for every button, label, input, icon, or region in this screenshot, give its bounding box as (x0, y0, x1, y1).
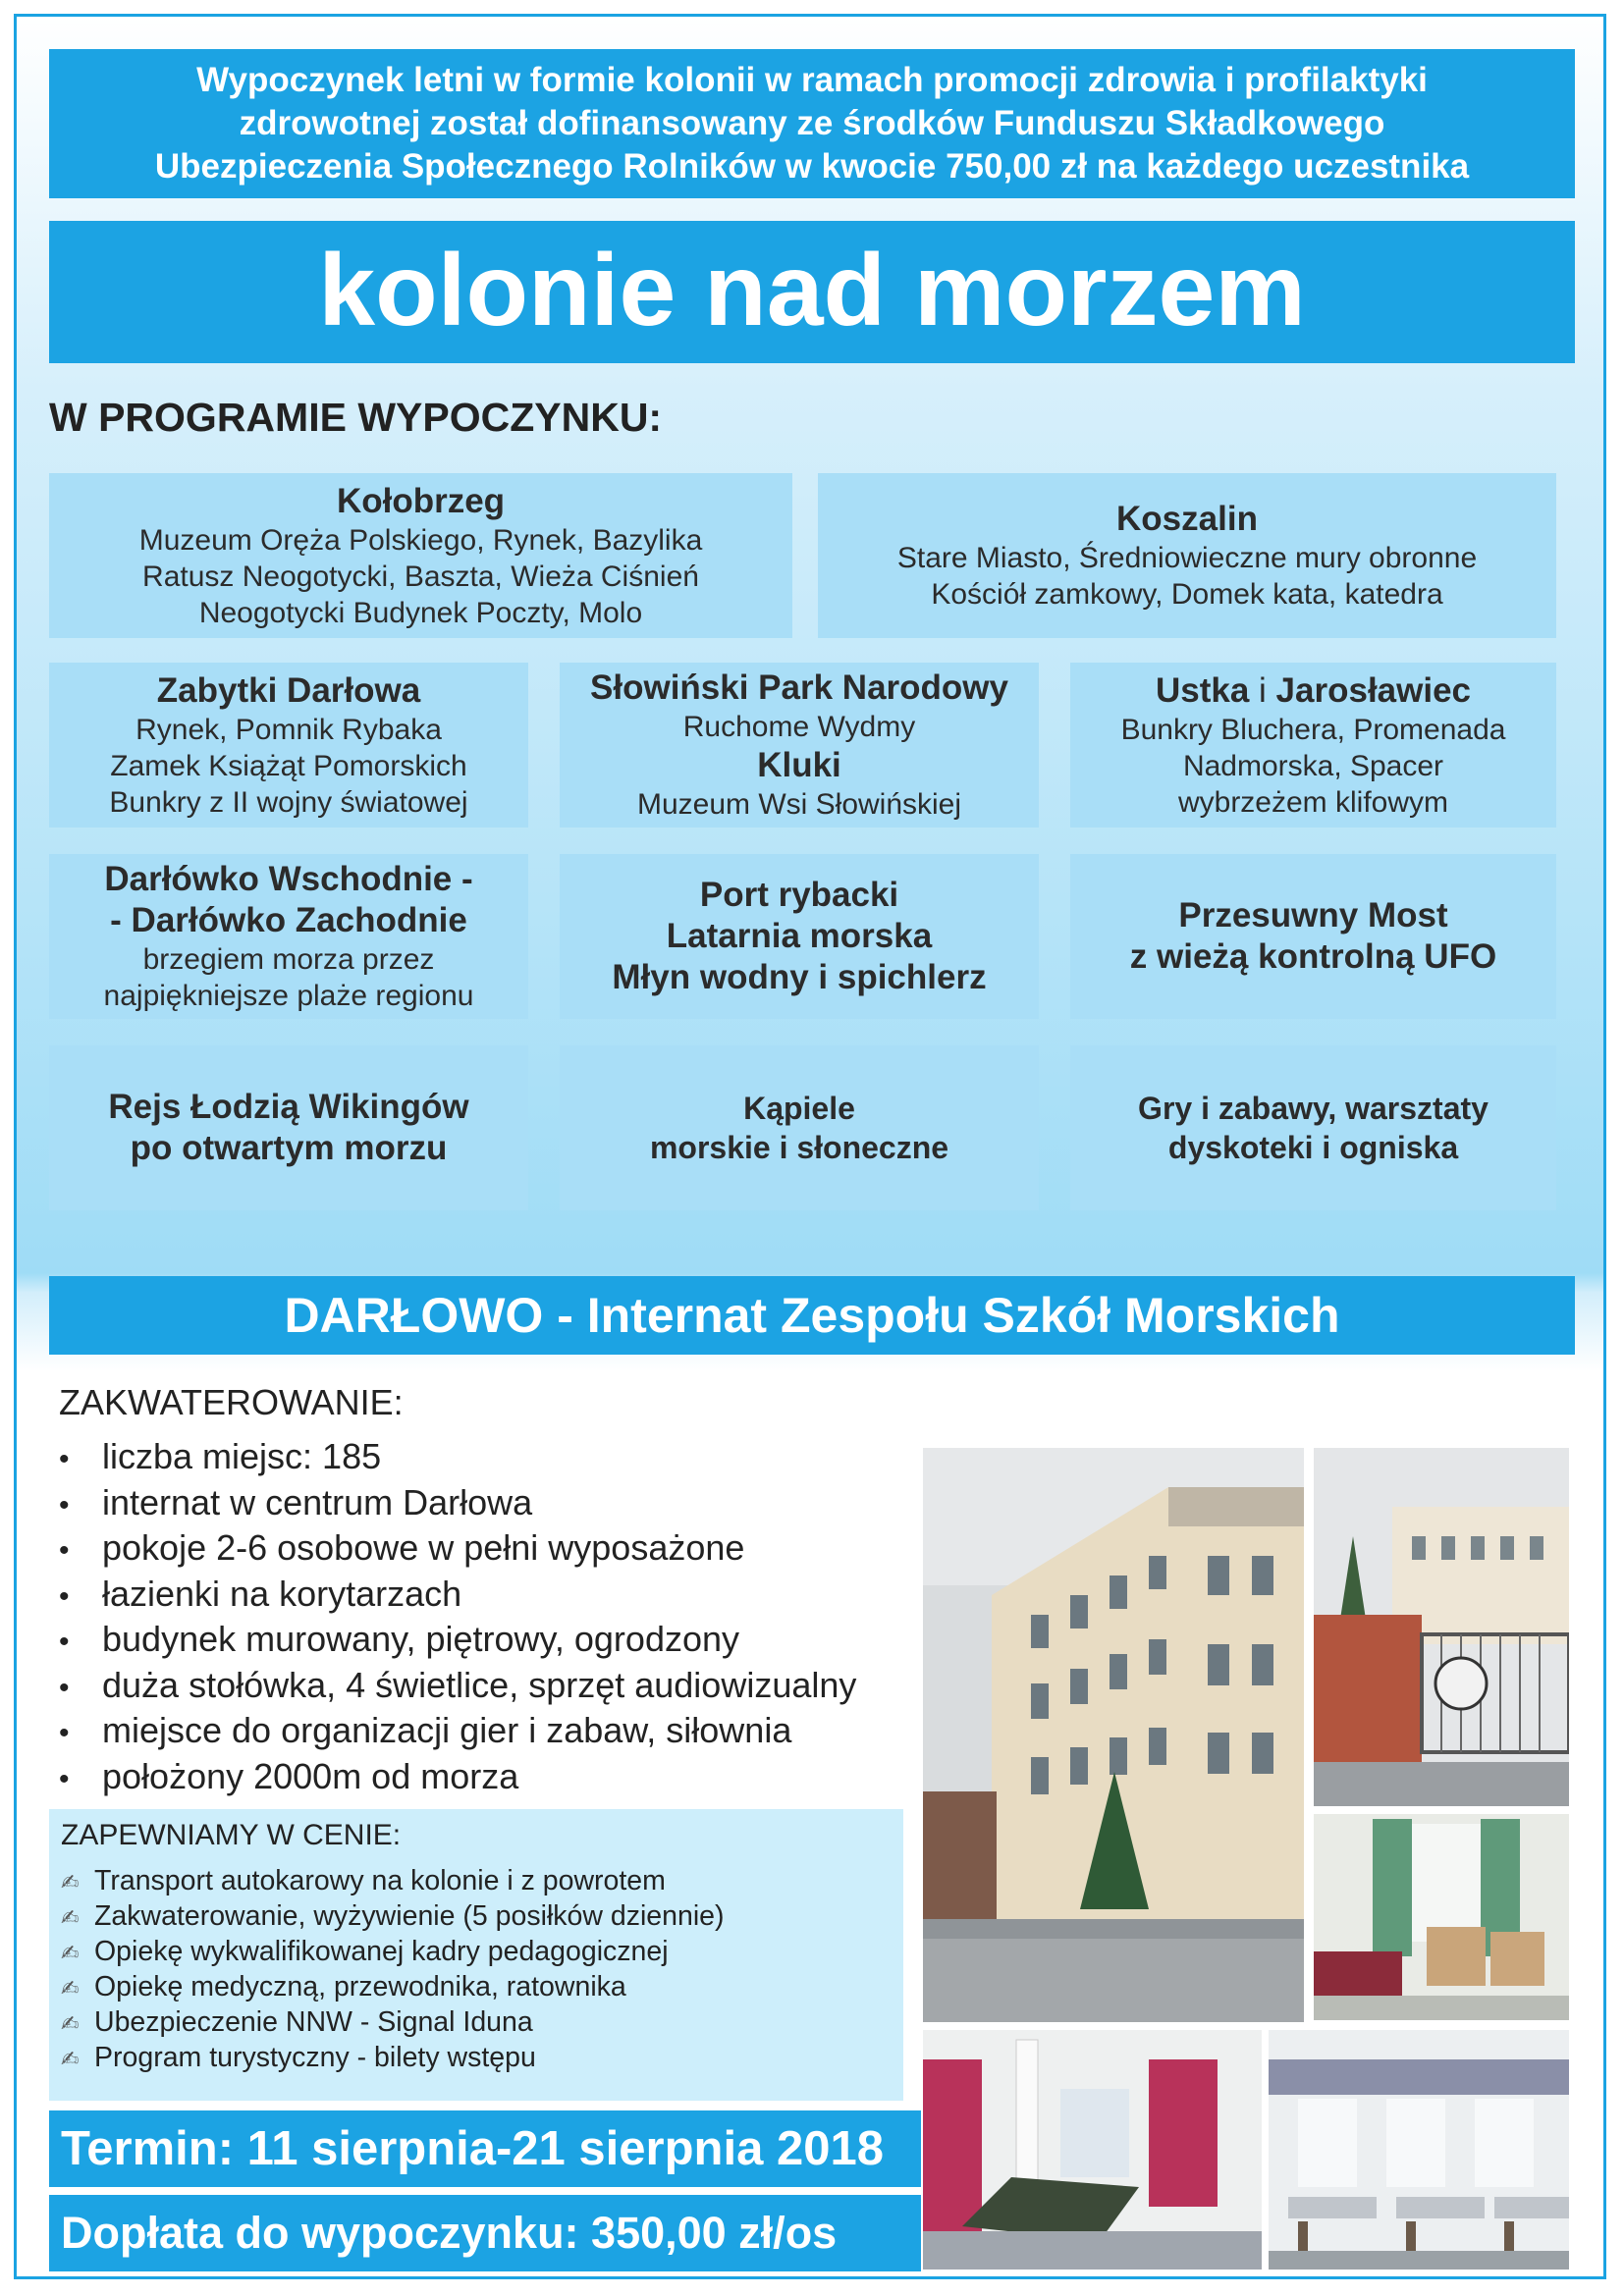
box-line: Bunkry z II wojny światowej (109, 785, 468, 819)
list-item: ✍ Zakwaterowanie, wyżywienie (5 posiłków dziennie) (61, 1899, 903, 1935)
pen-icon: ✍ (61, 1941, 80, 1965)
box-line: Latarnia morska (666, 917, 933, 955)
program-box-koszalin (818, 473, 1556, 638)
program-box-port (560, 854, 1039, 1019)
box-line: Młyn wodny i spichlerz (612, 958, 987, 996)
box-line: Muzeum Oręża Polskiego, Rynek, Bazylika (138, 523, 703, 557)
box-title: Koszalin (1116, 500, 1258, 538)
box-title: Zabytki Darłowa (156, 670, 421, 710)
list-item: ✍ Program turystyczny - bilety wstępu (61, 2041, 903, 2076)
list-item: • miejsce do organizacji gier i zabaw, siłownia (59, 1709, 856, 1755)
funding-info-banner (49, 49, 1575, 198)
pen-icon: ✍ (61, 2047, 80, 2071)
pen-icon: ✍ (61, 1870, 80, 1895)
box-title: Słowiński Park Narodowy (590, 668, 1008, 707)
box-line: z wieżą kontrolną UFO (1129, 937, 1497, 976)
box-line: Kościół zamkowy, Domek kata, katedra (931, 578, 1443, 611)
list-item: ✍ Ubezpieczenie NNW - Signal Iduna (61, 2005, 903, 2041)
list-item: • liczba miejsc: 185 (59, 1435, 856, 1481)
funding-info-line: zdrowotnej został dofinansowany ze środków Funduszu Składkowego (239, 104, 1385, 142)
list-item: • budynek murowany, piętrowy, ogrodzony (59, 1618, 856, 1664)
program-box-rejs (49, 1045, 528, 1210)
term-banner: Termin: 11 sierpnia-21 sierpnia 2018 (49, 2110, 921, 2187)
box-line: Rejs Łodzią Wikingów (108, 1088, 469, 1126)
poster-title: kolonie nad morzem (49, 221, 1575, 363)
pen-icon: ✍ (61, 1976, 80, 2001)
program-box-kolobrzeg (49, 473, 792, 638)
box-title: - Darłówko Zachodnie (110, 901, 467, 939)
program-heading: W PROGRAMIE WYPOCZYNKU: (49, 395, 663, 440)
program-box-slowinski (560, 663, 1039, 828)
box-line: Ruchome Wydmy (682, 711, 916, 743)
box-line: morskie i słoneczne (649, 1130, 949, 1165)
box-line: brzegiem morza przez (142, 943, 435, 976)
box-title: Darłówko Wschodnie - (104, 860, 473, 898)
box-line: Rynek, Pomnik Rybaka (135, 713, 442, 746)
program-box-darlowko (49, 854, 528, 1019)
box-line: Ratusz Neogotycki, Baszta, Wieża Ciśnień (142, 560, 699, 593)
box-line: Stare Miasto, Średniowieczne mury obronne (896, 542, 1478, 574)
box-line: Przesuwny Most (1178, 896, 1448, 934)
box-title: Kluki (757, 746, 841, 784)
box-title: Kołobrzeg (336, 481, 506, 520)
box-line: Zamek Książąt Pomorskich (110, 749, 467, 782)
program-box-kapiele (560, 1045, 1039, 1210)
list-item: • łazienki na korytarzach (59, 1573, 856, 1619)
list-item: ✍ Transport autokarowy na kolonie i z powrotem (61, 1864, 903, 1899)
box-line: Muzeum Wsi Słowińskiej (636, 788, 962, 821)
list-item: • położony 2000m od morza (59, 1755, 856, 1801)
list-item: ✍ Opiekę medyczną, przewodnika, ratownika (61, 1970, 903, 2005)
surcharge-banner: Dopłata do wypoczynku: 350,00 zł/os (49, 2195, 921, 2271)
box-title (1156, 670, 1471, 712)
price-includes-panel (49, 1809, 903, 2101)
list-item: • duża stołówka, 4 świetlice, sprzęt audiowizualny (59, 1664, 856, 1710)
gate-photo (1314, 1448, 1569, 1806)
program-box-darlowo (49, 663, 528, 828)
games-room-photo (923, 2030, 1262, 2269)
price-includes-list (61, 1864, 903, 2076)
box-line: Port rybacki (699, 876, 899, 914)
box-line: po otwartym morzu (130, 1129, 448, 1167)
funding-info-line: Wypoczynek letni w formie kolonii w ramach promocji zdrowia i profilaktyki (196, 61, 1428, 99)
pen-icon: ✍ (61, 1905, 80, 1930)
box-line: Nadmorska, Spacer (1182, 749, 1444, 782)
building-photo (923, 1448, 1304, 2022)
box-line: Kąpiele (743, 1091, 855, 1126)
list-item: • pokoje 2-6 osobowe w pełni wyposażone (59, 1526, 856, 1573)
price-includes-title: ZAPEWNIAMY W CENIE: (61, 1819, 402, 1851)
program-box-gry (1070, 1045, 1556, 1210)
list-item: ✍ Opiekę wykwalifikowanej kadry pedagogicznej (61, 1935, 903, 1970)
dining-room-photo (1269, 2030, 1569, 2269)
box-line: wybrzeżem klifowym (1177, 785, 1449, 819)
funding-info-line: Ubezpieczenia Społecznego Rolników w kwocie 750,00 zł na każdego uczestnika (154, 147, 1470, 186)
venue-banner: DARŁOWO - Internat Zespołu Szkół Morskich (49, 1276, 1575, 1355)
accommodation-list (59, 1435, 856, 1800)
box-title-part: Ustka (1155, 670, 1250, 710)
box-title-conj: i (1249, 670, 1276, 710)
box-line: dyskoteki i ogniska (1167, 1130, 1459, 1165)
accommodation-title: ZAKWATEROWANIE: (59, 1382, 404, 1422)
box-title-part: Jarosławiec (1275, 670, 1472, 710)
program-box-ustka (1070, 663, 1556, 828)
pen-icon: ✍ (61, 2011, 80, 2036)
box-line: Bunkry Bluchera, Promenada (1120, 713, 1506, 746)
box-line: najpiękniejsze plaże regionu (103, 980, 474, 1012)
list-item: • internat w centrum Darłowa (59, 1481, 856, 1527)
program-box-most (1070, 854, 1556, 1019)
room-photo (1314, 1814, 1569, 2020)
box-line: Gry i zabawy, warsztaty (1138, 1091, 1489, 1126)
box-line: Neogotycki Budynek Poczty, Molo (198, 596, 643, 629)
